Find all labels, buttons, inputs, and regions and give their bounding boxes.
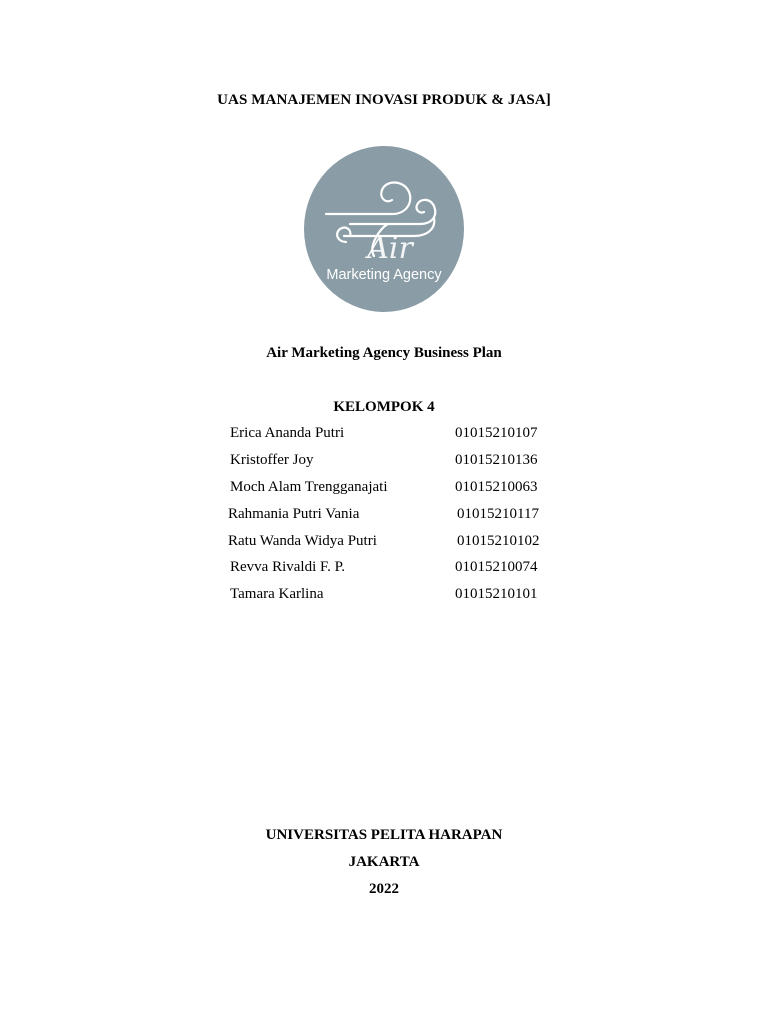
document-year: 2022 xyxy=(369,881,399,897)
company-logo xyxy=(304,146,464,312)
member-row xyxy=(0,586,768,606)
member-name: Revva Rivaldi F. P. xyxy=(230,559,346,575)
member-row xyxy=(0,533,768,553)
member-row xyxy=(0,479,768,499)
city-name: JAKARTA xyxy=(348,854,420,870)
member-id: 01015210063 xyxy=(455,479,538,495)
member-name: Erica Ananda Putri xyxy=(230,425,345,441)
member-name: Moch Alam Trengganajati xyxy=(230,479,388,495)
member-row xyxy=(0,506,768,526)
university-name: UNIVERSITAS PELITA HARAPAN xyxy=(265,827,503,843)
member-id: 01015210117 xyxy=(457,506,539,522)
member-name: Ratu Wanda Widya Putri xyxy=(228,533,377,549)
member-name: Kristoffer Joy xyxy=(230,452,314,468)
document-subtitle: Air Marketing Agency Business Plan xyxy=(266,345,502,361)
air-marketing-agency-logo xyxy=(304,146,464,312)
document-title: UAS MANAJEMEN INOVASI PRODUK & JASA] xyxy=(217,92,551,108)
member-id: 01015210074 xyxy=(455,559,538,575)
member-id: 01015210136 xyxy=(455,452,538,468)
member-id: 01015210107 xyxy=(455,425,538,441)
member-name: Tamara Karlina xyxy=(230,586,324,602)
member-row xyxy=(0,559,768,579)
member-row xyxy=(0,425,768,445)
logo-script-text: Air xyxy=(367,231,413,266)
member-id: 01015210102 xyxy=(457,533,540,549)
member-name: Rahmania Putri Vania xyxy=(228,506,360,522)
member-id: 01015210101 xyxy=(455,586,538,602)
logo-label: Marketing Agency xyxy=(326,267,442,283)
group-heading: KELOMPOK 4 xyxy=(333,399,435,415)
member-row xyxy=(0,452,768,472)
